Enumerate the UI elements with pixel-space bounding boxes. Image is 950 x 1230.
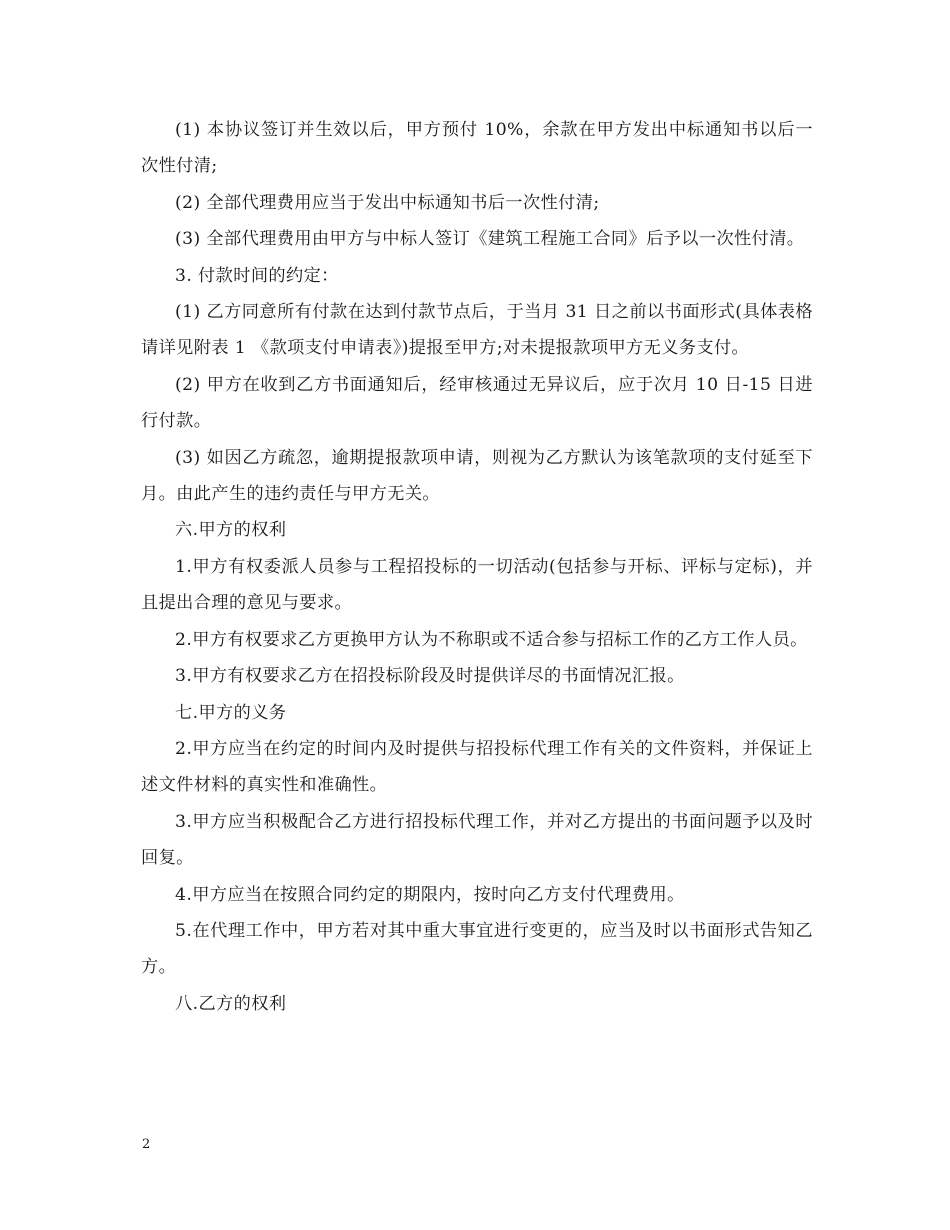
paragraph: 3.甲方有权要求乙方在招投标阶段及时提供详尽的书面情况汇报。 xyxy=(175,666,685,687)
paragraph: (3) 全部代理费用由甲方与中标人签订《建筑工程施工合同》后予以一次性付清。 xyxy=(175,229,805,250)
paragraph: 4.甲方应当在按照合同约定的期限内，按时向乙方支付代理费用。 xyxy=(175,884,685,905)
paragraph: (2) 甲方在收到乙方书面通知后，经审核通过无异议后，应于次月 10 日-15 日进行付款。 xyxy=(141,374,813,432)
paragraph: (1) 本协议签订并生效以后，甲方预付 10%，余款在甲方发出中标通知书以后一次性付清; xyxy=(141,120,813,177)
paragraph: (3) 如因乙方疏忽，逾期提报款项申请，则视为乙方默认为该笔款项的支付延至下月。由此产生的违约责任与甲方无关。 xyxy=(141,447,813,505)
paragraph: 3.甲方应当积极配合乙方进行招投标代理工作，并对乙方提出的书面问题予以及时回复。 xyxy=(141,811,813,869)
paragraph: 2.甲方有权要求乙方更换甲方认为不称职或不适合参与招标工作的乙方工作人员。 xyxy=(175,629,808,650)
page-number: 2 xyxy=(142,1137,151,1152)
paragraph: 5.在代理工作中，甲方若对其中重大事宜进行变更的，应当及时以书面形式告知乙方。 xyxy=(141,920,813,978)
document-body xyxy=(141,112,813,1022)
section-heading: 七.甲方的义务 xyxy=(175,702,287,723)
section-heading: 六.甲方的权利 xyxy=(175,520,287,541)
paragraph: (2) 全部代理费用应当于发出中标通知书后一次性付清; xyxy=(175,192,600,213)
paragraph: 1.甲方有权委派人员参与工程招投标的一切活动(包括参与开标、评标与定标)，并且提出合理的意见与要求。 xyxy=(141,556,813,614)
paragraph: 3. 付款时间的约定： xyxy=(175,265,339,286)
paragraph: 2.甲方应当在约定的时间内及时提供与招投标代理工作有关的文件资料，并保证上述文件材料的真实性和准确性。 xyxy=(141,738,813,796)
paragraph: (1) 乙方同意所有付款在达到付款节点后，于当月 31 日之前以书面形式(具体表格请详见附表 1 《款项支付申请表》)提报至甲方;对未提报款项甲方无义务支付。 xyxy=(141,302,813,359)
section-heading: 八.乙方的权利 xyxy=(175,993,287,1014)
